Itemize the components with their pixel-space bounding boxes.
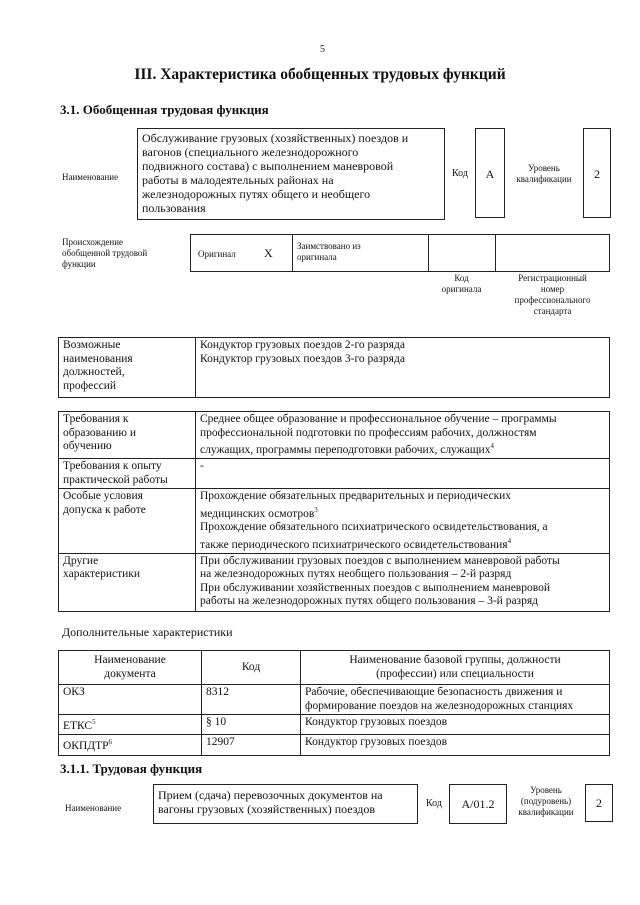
tf-name-line: Прием (сдача) перевозочных документов на — [158, 788, 383, 802]
requirements-table — [58, 411, 610, 612]
possible-names-label — [59, 338, 196, 398]
code-orig-line: оригинала — [441, 284, 482, 294]
origin-table — [190, 234, 610, 272]
origin-label — [62, 237, 147, 270]
req-education-label — [59, 412, 196, 459]
section-title: III. Характеристика обобщенных трудовых функций — [134, 66, 506, 83]
header-line: (профессии) или специальности — [376, 667, 534, 680]
footnote-mark: 5 — [92, 718, 96, 726]
tf-level-value: 2 — [585, 784, 613, 822]
footnote-mark: 4 — [490, 442, 494, 450]
req-other-label — [59, 553, 196, 611]
row-name: Кондуктор грузовых поездов — [301, 735, 610, 755]
req-other-value — [196, 553, 610, 611]
otf-code-label: Код — [452, 168, 468, 179]
label-line: Требования к — [63, 413, 129, 425]
value-line: работы на железнодорожных путях общего пользования – 3-й разряд — [200, 595, 538, 608]
value-line: При обслуживании хозяйственных поездов с выполнением маневровой — [200, 581, 550, 594]
req-experience-label — [59, 459, 196, 489]
row-name — [301, 685, 610, 715]
table-row — [59, 735, 610, 755]
value-line: Прохождение обязательного психиатрического освидетельствования, а — [200, 521, 548, 534]
req-experience-value — [196, 459, 610, 489]
otf-name-label: Наименование — [62, 172, 119, 182]
footnote-mark: 3 — [314, 505, 318, 514]
otf-name-line: работы в малодеятельных районах на — [142, 173, 334, 187]
subsection-title: 3.1. Обобщенная трудовая функция — [60, 102, 269, 117]
req-education-value — [196, 412, 610, 459]
header-line: документа — [104, 667, 156, 680]
origin-label-line: функции — [62, 259, 96, 269]
reg-label-line: стандарта — [533, 306, 572, 316]
name-line: формирование поездов на железнодорожных станциях — [305, 699, 574, 712]
value-line: - — [200, 460, 204, 473]
row-doc — [59, 715, 202, 735]
label-line: Другие — [63, 554, 99, 567]
label-line: наименования — [63, 352, 133, 365]
reg-label-line: профессионального — [514, 295, 591, 305]
otf-level-value: 2 — [583, 128, 611, 218]
level-label-line: квалификации — [516, 174, 572, 184]
label-line: должностей, — [63, 366, 125, 378]
footnote-mark: 4 — [507, 536, 512, 545]
row-code: 8312 — [202, 685, 301, 715]
origin-original-mark: X — [264, 246, 273, 260]
label-line: Возможные — [63, 339, 121, 351]
tf-level-label — [510, 785, 582, 818]
header-line: Наименование базовой группы, должности — [349, 654, 561, 666]
possible-names-values — [196, 338, 610, 398]
tf-name-label: Наименование — [65, 803, 122, 813]
page-number: 5 — [320, 44, 325, 55]
otf-name-line: вагонов (специального железнодорожного — [142, 145, 359, 159]
label-line: обучению — [63, 440, 112, 452]
footnote-mark: 6 — [108, 738, 113, 747]
level-label-line: квалификации — [518, 807, 574, 817]
reg-label-line: номер — [540, 284, 565, 294]
value-line: служащих, программы переподготовки рабочих, служащих — [200, 443, 491, 456]
additional-table — [58, 650, 610, 756]
value-line: медицинских осмотров — [200, 507, 315, 520]
origin-label-line: обобщенной трудовой — [62, 248, 148, 258]
label-line: образованию и — [63, 426, 136, 439]
value-line: Среднее общее образование и профессиональное обучение – программы — [200, 413, 557, 425]
code-orig-line: Код — [454, 273, 469, 283]
level-label-line: Уровень — [530, 785, 562, 795]
header-base — [301, 651, 610, 685]
label-line: Требования к опыту — [63, 460, 162, 473]
value-line: на железнодорожных путях необщего пользования – 2-й разряд — [200, 568, 512, 581]
origin-reg-label — [495, 273, 610, 317]
label-line: характеристики — [63, 568, 141, 581]
value-line: также периодического психиатрического освидетельствования — [200, 538, 508, 551]
value-line: Прохождение обязательных предварительных и периодических — [200, 490, 512, 503]
label-line: профессий — [63, 379, 117, 392]
otf-name-line: железнодорожных путях общего и необщего — [142, 187, 371, 201]
additional-title: Дополнительные характеристики — [62, 625, 233, 639]
value-line: При обслуживании грузовых поездов с выполнением маневровой работы — [200, 554, 560, 567]
borrowed-label-line: Заимствовано из — [297, 241, 361, 251]
name-line: Рабочие, обеспечивающие безопасность движения и — [305, 686, 563, 698]
tf-name-line: вагоны грузовых (хозяйственных) поездов — [158, 802, 376, 816]
otf-code-value: A — [475, 128, 505, 218]
borrowed-label-line: оригинала — [297, 252, 337, 262]
origin-borrowed-label — [297, 241, 361, 263]
doc-name: ОКПДТР — [63, 740, 109, 753]
origin-code-label — [428, 273, 495, 295]
otf-name-line: пользования — [142, 201, 206, 215]
header-code: Код — [202, 651, 301, 685]
origin-label-line: Происхождение — [62, 237, 124, 247]
header-doc — [59, 651, 202, 685]
tf-code-value: A/01.2 — [449, 784, 507, 824]
label-line: практической работы — [63, 473, 168, 486]
row-code: 12907 — [202, 735, 301, 755]
doc-name: ЕТКС — [63, 719, 93, 732]
tf-name-box — [153, 784, 418, 824]
tf-title: 3.1.1. Трудовая функция — [60, 761, 203, 776]
label-line: Особые условия — [63, 490, 143, 503]
header-line: Наименование — [94, 654, 166, 666]
row-code: § 10 — [202, 715, 301, 735]
row-doc: ОКЗ — [59, 685, 202, 715]
level-label-line: (подуровень) — [520, 796, 572, 806]
req-admission-value — [196, 489, 610, 554]
row-doc — [59, 735, 202, 755]
table-row — [59, 685, 610, 715]
otf-name-line: Обслуживание грузовых (хозяйственных) поездов и — [142, 131, 409, 145]
possible-names-table — [58, 337, 610, 398]
reg-label-line: Регистрационный — [518, 273, 587, 283]
label-line: допуска к работе — [63, 503, 146, 516]
value-line: профессиональной подготовки по профессиям рабочих, должностям — [200, 426, 537, 439]
otf-level-label — [510, 163, 578, 185]
level-label-line: Уровень — [528, 163, 560, 173]
possible-name: Кондуктор грузовых поездов 3-го разряда — [200, 352, 405, 365]
possible-name: Кондуктор грузовых поездов 2-го разряда — [200, 339, 405, 351]
row-name: Кондуктор грузовых поездов — [301, 715, 610, 735]
table-row — [59, 715, 610, 735]
origin-original-label: Оригинал — [198, 249, 236, 259]
otf-name-line: подвижного состава) с выполнением маневровой — [142, 159, 394, 173]
otf-name-box — [137, 128, 445, 220]
tf-code-label: Код — [426, 798, 442, 809]
req-admission-label — [59, 489, 196, 554]
